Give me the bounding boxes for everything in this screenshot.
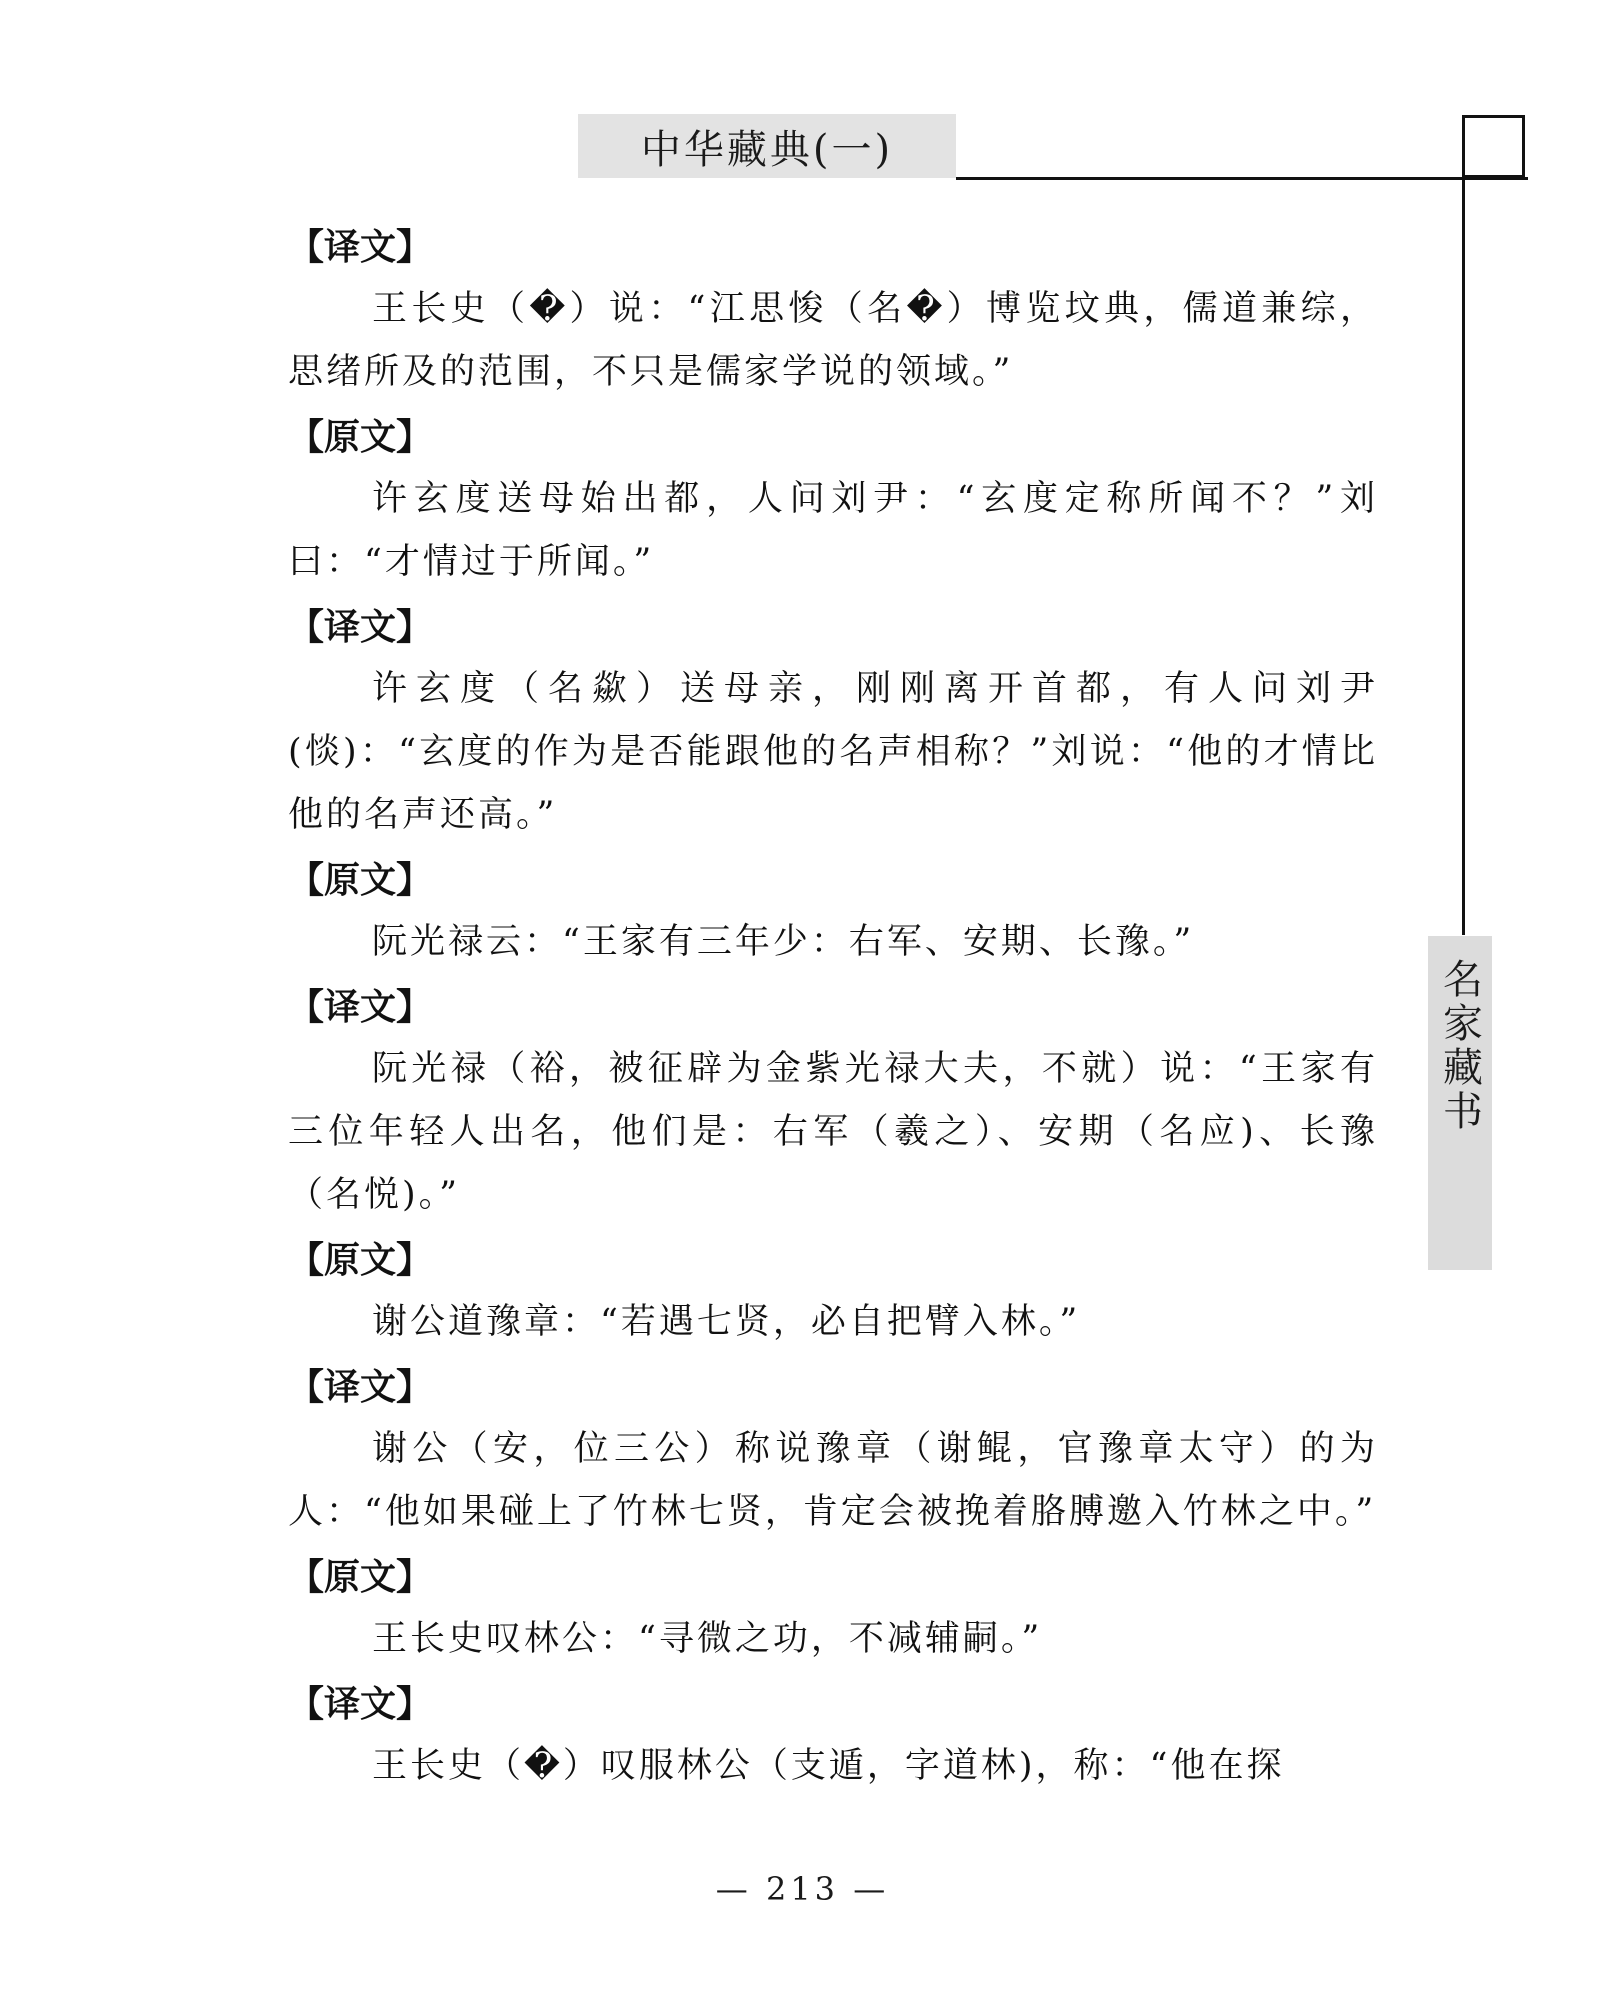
section-label: 【译文】 <box>288 227 433 268</box>
section-original <box>288 851 1378 974</box>
section-translation <box>288 978 1378 1227</box>
section-paragraph: 谢公道豫章：“若遇七贤，必自把臂入林。” <box>372 1302 1081 1342</box>
section-translation <box>288 1358 1378 1544</box>
section-translation <box>288 1675 1378 1798</box>
section-label: 【原文】 <box>288 1557 433 1598</box>
section-label: 【原文】 <box>288 417 433 458</box>
section-label: 【译文】 <box>288 1684 433 1725</box>
section-label: 【译文】 <box>288 1367 433 1408</box>
side-tab-label: 名家藏书 <box>1436 958 1483 1134</box>
section-paragraph: 谢公（安，位三公）称说豫章（谢鲲，官豫章太守）的为人：“他如果碰上了竹林七贤，肯定会被挽着胳膊邀入竹林之中。” <box>288 1429 1378 1532</box>
section-paragraph: 许玄度送母始出都，人问刘尹：“玄度定称所闻不？”刘曰：“才情过于所闻。” <box>288 479 1378 582</box>
section-side-tab <box>1428 936 1492 1270</box>
section-paragraph: 王长史（�）叹服林公（支遁，字道林)，称：“他在探 <box>372 1746 1285 1786</box>
book-title-header <box>578 114 956 178</box>
page-number: — 213 — <box>715 1870 890 1908</box>
page-body <box>288 218 1378 1802</box>
section-original <box>288 1548 1378 1671</box>
header-rule <box>956 177 1528 180</box>
section-paragraph: 王长史（�）说：“江思悛（名�）博览坟典，儒道兼综，思绪所及的范围，不只是儒家学说的领域。” <box>288 289 1378 392</box>
section-translation <box>288 218 1378 404</box>
section-original <box>288 1231 1378 1354</box>
section-paragraph: 许玄度（名歘）送母亲，刚刚离开首都，有人问刘尹(惔)：“玄度的作为是否能跟他的名声相称？”刘说：“他的才情比他的名声还高。” <box>288 669 1378 835</box>
section-label: 【译文】 <box>288 607 433 648</box>
section-label: 【原文】 <box>288 1240 433 1281</box>
book-title: 中华藏典(一) <box>640 126 894 173</box>
section-label: 【译文】 <box>288 987 433 1028</box>
section-paragraph: 阮光禄云：“王家有三年少：右军、安期、长豫。” <box>372 922 1195 962</box>
section-paragraph: 王长史叹林公：“寻微之功，不减辅嗣。” <box>372 1619 1043 1659</box>
section-paragraph: 阮光禄（裕，被征辟为金紫光禄大夫，不就）说：“王家有三位年轻人出名，他们是：右军（羲之）、安期（名应)、长豫（名悦)。” <box>288 1049 1378 1215</box>
margin-vertical-rule <box>1462 115 1465 935</box>
section-original <box>288 408 1378 594</box>
corner-box-ornament <box>1462 115 1525 178</box>
section-translation <box>288 598 1378 847</box>
section-label: 【原文】 <box>288 860 433 901</box>
